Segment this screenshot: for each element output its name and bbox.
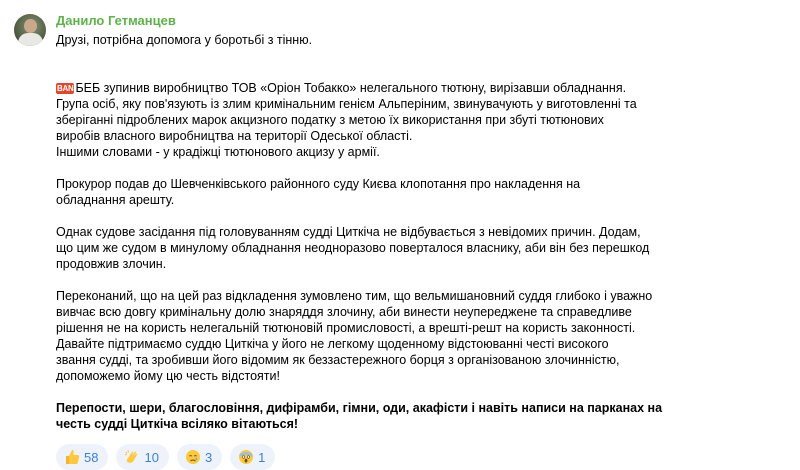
clapping-hands-icon <box>124 449 140 465</box>
reaction-screaming-face[interactable] <box>230 444 275 470</box>
message-paragraph-1 <box>56 64 776 160</box>
screaming-face-icon <box>238 449 254 465</box>
avatar-shirt <box>18 33 43 46</box>
paragraph-1-rest: Група осіб, яку пов'язують із злим кримінальним генієм Альперіним, звинувачують у виготовленні та зберіганні підроблених марок акцизного податку з метою їх використання при збуті тютюнових виробів власного виробництва на території Одеської області. Іншими словами - у крадіжці тютюнового акцизу у армії. <box>56 97 637 159</box>
crying-face-icon <box>185 449 201 465</box>
reaction-count: 10 <box>144 449 159 465</box>
reaction-count: 1 <box>258 449 266 465</box>
message-paragraph-3: Однак судове засідання під головуванням судді Циткіча не відбувається з невідомих причин. Додам, що цим же судом в минулому обладнання неодноразово поверталося власнику, аби він без перешкод продовжив злочин. <box>56 225 650 271</box>
reaction-clapping-hands[interactable] <box>116 444 168 470</box>
avatar[interactable] <box>14 14 46 46</box>
reaction-count: 58 <box>84 449 99 465</box>
ban-line-text: БЕБ зупинив виробництво ТОВ «Оріон Тобакко» нелегального тютюну, вирізавши обладнання. <box>75 81 627 95</box>
reaction-count: 3 <box>204 449 213 465</box>
reactions-bar <box>56 444 776 470</box>
message-intro: Друзі, потрібна допомога у боротьбі з тінню. <box>56 33 313 47</box>
ban-sticker-icon: BAN <box>57 84 74 93</box>
message-paragraph-4: Переконаний, що на цей раз відкладення зумовлено тим, що вельмишановний суддя глибоко і уважно вивчає всю довгу кримінальну долю знаряддя злочину, аби винести неупереджене та справедливе рішення не на користь нелегальній тютюновій промисловості, а врешті-решт на користь законності. Давайте підтримаємо суддю Циткіча у його не легкому щоденному відстоюванні честі високого звання судді, та зробивши його відомим як беззастережного борця з організованою злочинністю, допоможемо йому цю честь відстояти! <box>56 289 653 383</box>
thumbs-up-icon <box>64 449 80 465</box>
avatar-head <box>24 19 37 33</box>
reaction-thumbs-up[interactable] <box>56 444 108 470</box>
message-paragraph-2: Прокурор подав до Шевченківського районного суду Києва клопотання про накладення на обладнання арешту. <box>56 177 581 207</box>
message <box>56 12 776 470</box>
reaction-crying-face[interactable] <box>177 444 222 470</box>
author-name[interactable]: Данило Гетманцев <box>56 13 176 28</box>
message-closing: Перепости, шери, благословіння, дифірамби, гімни, оди, акафісти і навіть написи на парканах на честь судді Циткіча всіляко вітаються! <box>56 401 663 431</box>
